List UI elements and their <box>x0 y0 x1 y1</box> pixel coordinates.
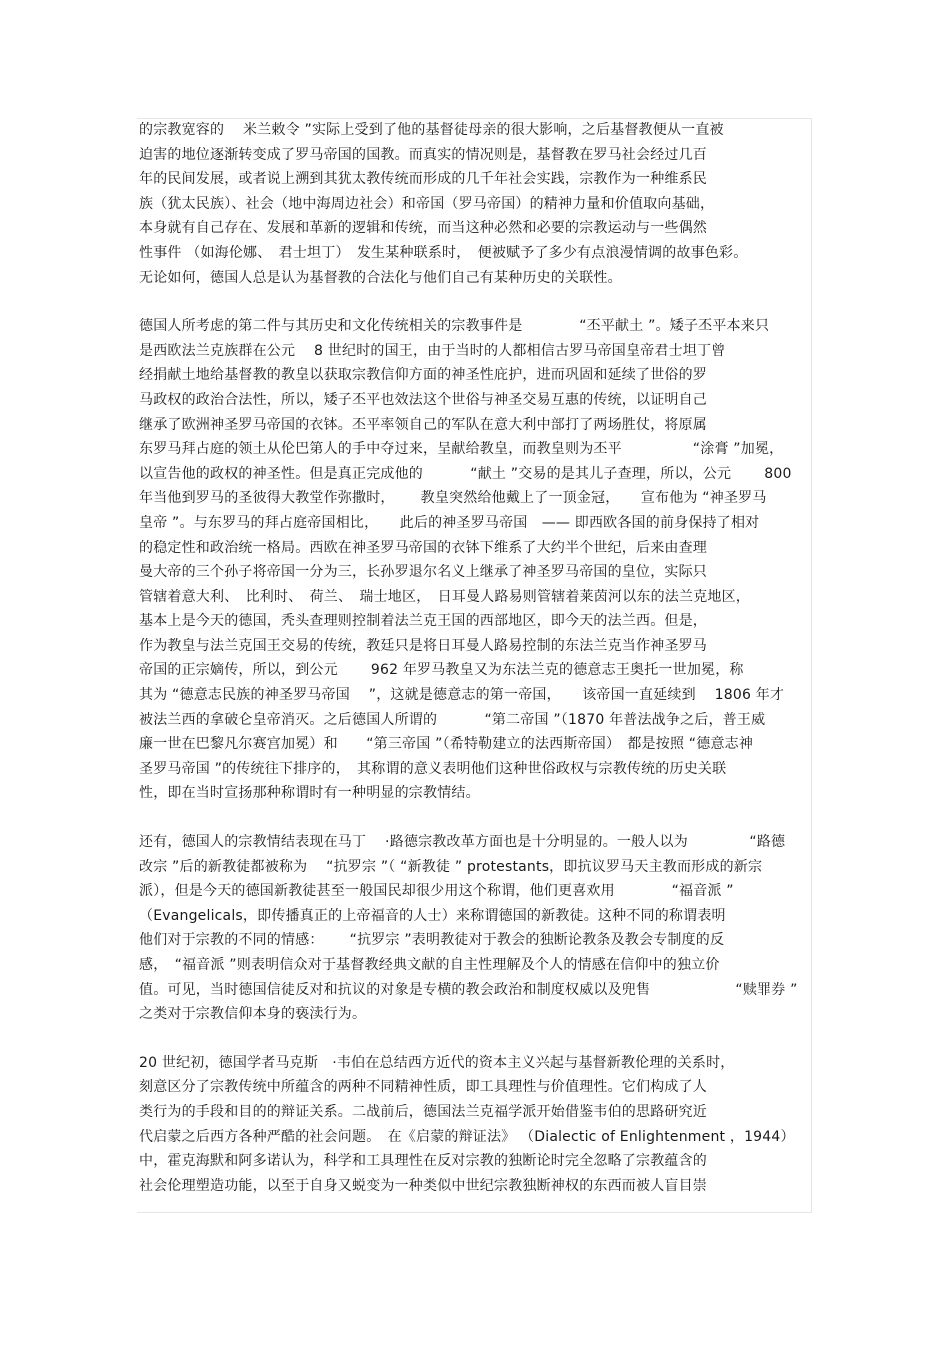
text-line: 类行为的手段和目的的辩证关系。二战前后，德国法兰克福学派开始借鉴韦伯的思路研究近 <box>139 1103 707 1120</box>
text-line: 马政权的政治合法性，所以，矮子丕平也效法这个世俗与神圣交易互惠的传统，以证明自己 <box>139 391 707 408</box>
text-line: 代启蒙之后西方各种严酷的社会问题。 在《启蒙的辩证法》 （Dialectic of Enlightenment ，1944） <box>139 1128 795 1145</box>
text-line: （Evangelicals，即传播真正的上帝福音的人士）来称谓德国的新教徒。这种不同的称谓表明 <box>139 907 726 924</box>
text-line: 20 世纪初，德国学者马克斯 ·韦伯在总结西方近代的资本主义兴起与基督新教伦理的关系时， <box>139 1054 735 1071</box>
text-line: 中，霍克海默和阿多诺认为，科学和工具理性在反对宗教的独断论时完全忽略了宗教蕴含的 <box>139 1153 707 1170</box>
text-line: 经捐献土地给基督教的教皇以获取宗教信仰方面的神圣性庇护，进而巩固和延续了世俗的罗 <box>139 367 707 384</box>
text-line: 的宗教宽容的 米兰敕令 ”实际上受到了他的基督徒母亲的很大影响，之后基督教便从一直被 <box>139 122 724 138</box>
text-line: 值。可见，当时德国信徒反对和抗议的对象是专横的教会政治和制度权威以及兜售 “赎罪券 ” <box>139 981 798 998</box>
text-line: 曼大帝的三个孙子将帝国一分为三，长孙罗退尔名义上继承了神圣罗马帝国的皇位，实际只 <box>139 564 707 581</box>
text-line: 他们对于宗教的不同的情感： “抗罗宗 ”表明教徒对于教会的独断论教条及教会专制度的反 <box>139 932 725 949</box>
text-line: 之类对于宗教信仰本身的亵渎行为。 <box>139 1006 367 1023</box>
paragraph-donation-of-pepin <box>139 314 811 806</box>
text-line: 社会伦理塑造功能，以至于自身又蜕变为一种类似中世纪宗教独断神权的东西而被人盲目崇 <box>139 1177 707 1194</box>
text-line: 东罗马拜占庭的领土从伦巴第人的手中夺过来，呈献给教皇，而教皇则为丕平 “涂膏 ”加冕， <box>139 441 784 458</box>
paragraph-reformation <box>139 830 811 1027</box>
text-line: 是西欧法兰克族群在公元 8 世纪时的国王，由于当时的人都相信古罗马帝国皇帝君士坦丁曾 <box>139 342 726 359</box>
text-line: 管辖着意大利、 比利时、 荷兰、 瑞士地区， 日耳曼人路易则管辖着莱茵河以东的法兰克地区， <box>139 588 750 605</box>
text-line: 以宣告他的政权的神圣性。但是真正完成他的 “献土 ”交易的是其儿子查理，所以，公元 800 <box>139 465 792 482</box>
text-line: 被法兰西的拿破仑皇帝消灭。之后德国人所谓的 “第二帝国 ”（1870 年普法战争之后，普王威 <box>139 711 766 728</box>
text-line: 性，即在当时宣扬那种称谓时有一种明显的宗教情结。 <box>139 785 480 802</box>
text-line: 帝国的正宗嫡传，所以，到公元 962 年罗马教皇又为东法兰克的德意志王奥托一世加冕，称 <box>139 662 744 679</box>
text-line: 感， “福音派 ”则表明信众对于基督教经典文献的自主性理解及个人的情感在信仰中的独立价 <box>139 957 720 973</box>
text-line: 改宗 ”后的新教徒都被称为 “抗罗宗 ”（ “新教徒 ” protestants，即抗议罗马天主教而形成的新宗 <box>139 858 763 875</box>
text-line: 继承了欧洲神圣罗马帝国的衣钵。丕平率领自己的军队在意大利中部打了两场胜仗，将原属 <box>139 416 707 433</box>
text-line: 的稳定性和政治统一格局。西欧在神圣罗马帝国的衣钵下维系了大约半个世纪，后来由查理 <box>139 539 707 556</box>
text-line: 年的民间发展，或者说上溯到其犹太教传统而形成的几千年社会实践，宗教作为一种维系民 <box>139 171 707 188</box>
text-line: 其为 “德意志民族的神圣罗马帝国 ”，这就是德意志的第一帝国， 该帝国一直延续到 1806 年才 <box>139 687 785 704</box>
text-line: 性事件 （如海伦娜、 君士坦丁） 发生某种联系时， 便被赋予了多少有点浪漫情调的故事色彩。 <box>139 244 748 261</box>
text-line: 年当他到罗马的圣彼得大教堂作弥撒时， 教皇突然给他戴上了一顶金冠， 宣布他为 “神圣罗马 <box>139 490 767 507</box>
text-line: 皇帝 ”。与东罗马的拜占庭帝国相比， 此后的神圣罗马帝国 —— 即西欧各国的前身保持了相对 <box>139 514 760 531</box>
text-line: 迫害的地位逐渐转变成了罗马帝国的国教。而真实的情况则是，基督教在罗马社会经过几百 <box>139 146 707 163</box>
text-line: 德国人所考虑的第二件与其历史和文化传统相关的宗教事件是 “丕平献土 ”。矮子丕平本来只 <box>139 318 770 335</box>
text-line: 派），但是今天的德国新教徒甚至一般国民却很少用这个称谓，他们更喜欢用 “福音派 ” <box>139 883 734 900</box>
text-line: 族（犹太民族）、社会（地中海周边社会）和帝国（罗马帝国）的精神力量和价值取向基础， <box>139 195 715 212</box>
paragraph-weber-frankfurt <box>139 1051 811 1199</box>
text-line: 刻意区分了宗教传统中所蕴含的两种不同精神性质，即工具理性与价值理性。它们构成了人 <box>139 1079 707 1096</box>
text-line: 作为教皇与法兰克国王交易的传统，教廷只是将日耳曼人路易控制的东法兰克当作神圣罗马 <box>139 637 707 654</box>
text-line: 圣罗马帝国 ”的传统往下排序的， 其称谓的意义表明他们这种世俗政权与宗教传统的历史关联 <box>139 760 727 777</box>
document-body <box>139 118 811 1222</box>
text-line: 廉一世在巴黎凡尔赛宫加冕）和 “第三帝国 ”（希特勒建立的法西斯帝国） 都是按照 “德意志神 <box>139 736 754 753</box>
text-line: 基本上是今天的德国，秃头查理则控制着法兰克王国的西部地区，即今天的法兰西。但是， <box>139 613 707 630</box>
text-line: 还有，德国人的宗教情结表现在马丁 ·路德宗教改革方面也是十分明显的。一般人以为 “路德 <box>139 834 786 851</box>
paragraph-edict-of-milan <box>139 118 811 290</box>
text-line: 无论如何，德国人总是认为基督教的合法化与他们自己有某种历史的关联性。 <box>139 269 622 286</box>
text-line: 本身就有自己存在、发展和革新的逻辑和传统，而当这种必然和必要的宗教运动与一些偶然 <box>139 220 707 237</box>
